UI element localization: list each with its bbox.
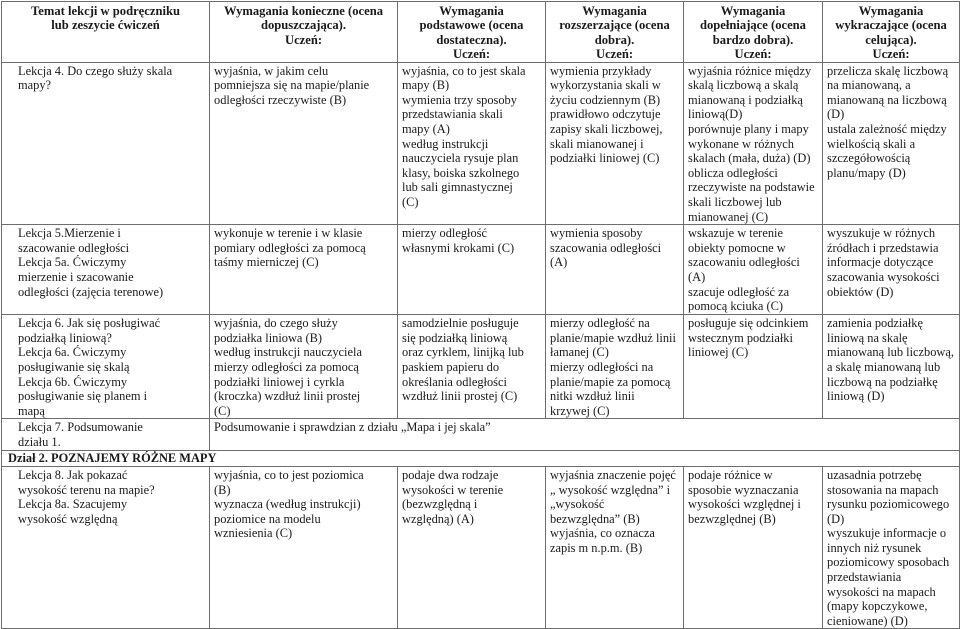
table-row — [2, 225, 960, 315]
requirement-cell: wyjaśnia, do czego służy podziałka liniowa (B) według instrukcji nauczyciela mierzy odległości za pomocą podziałki liniowej i cyrkla (kroczka) wzdłuż linii prostej (C) — [210, 315, 398, 419]
requirement-cell: podaje dwa rodzaje wysokości w terenie (bezwzględną i względną) (A) — [398, 466, 546, 629]
table-row — [2, 62, 960, 225]
requirements-table — [1, 1, 960, 629]
lesson-topic-cell: Lekcja 5.Mierzenie i szacowanie odległości Lekcja 5a. Ćwiczymy mierzenie i szacowanie odległości (zajęcia terenowe) — [2, 225, 210, 315]
requirement-cell: wyjaśnia różnice między skalą liczbową a skalą mianowaną i podziałką liniową(D) porównuje plany i mapy wykonane w różnych skalach (mała, duża) (D) oblicza odległości rzeczywiste na podstawie skali liczbowej lub mianowanej (C) — [684, 62, 823, 225]
lesson-topic-cell: Lekcja 7. Podsumowanie działu 1. — [2, 419, 210, 451]
table-row — [2, 315, 960, 419]
requirement-cell: mierzy odległość na planie/mapie wzdłuż linii łamanej (C) mierzy odległości na planie/mapie za pomocą nitki wzdłuż linii krzywej (C) — [546, 315, 684, 419]
section-title: Dział 2. POZNAJEMY RÓŻNE MAPY — [2, 451, 960, 467]
table-row — [2, 466, 960, 629]
requirement-cell: wskazuje w terenie obiekty pomocne w szacowaniu odległości (A) szacuje odległość za pomocą kciuka (C) — [684, 225, 823, 315]
requirement-cell: wyjaśnia znaczenie pojęć „ wysokość względna” i „wysokość bezwzględna” (B) wyjaśnia, co oznacza zapis m n.p.m. (B) — [546, 466, 684, 629]
header-wykraczajace: Wymagania wykraczające (ocena celująca). Uczeń: — [823, 2, 960, 63]
header-konieczne: Wymagania konieczne (ocena dopuszczająca). Uczeń: — [210, 2, 398, 63]
lesson-topic-cell: Lekcja 6. Jak się posługiwać podziałką liniową? Lekcja 6a. Ćwiczymy posługiwanie się skalą Lekcja 6b. Ćwiczymy posługiwanie się planem i mapą — [2, 315, 210, 419]
requirement-cell: zamienia podziałkę liniową na skalę mianowaną lub liczbową, a skalę mianowaną lub liczbową na podziałkę liniową (D) — [823, 315, 960, 419]
table-row — [2, 419, 960, 451]
requirement-cell: wyszukuje w różnych źródłach i przedstawia informacje dotyczące szacowania wysokości obiektów (D) — [823, 225, 960, 315]
lesson-topic-cell: Lekcja 4. Do czego służy skala mapy? — [2, 62, 210, 225]
summary-cell: Podsumowanie i sprawdzian z działu „Mapa i jej skala” — [210, 419, 960, 451]
requirement-cell: posługuje się odcinkiem wstecznym podziałki liniowej (C) — [684, 315, 823, 419]
requirement-cell: wymienia przykłady wykorzystania skali w życiu codziennym (B) prawidłowo odczytuje zapisy skali liczbowej, skali mianowanej i podziałki liniowej (C) — [546, 62, 684, 225]
requirement-cell: podaje różnice w sposobie wyznaczania wysokości względnej i bezwzględnej (B) — [684, 466, 823, 629]
header-dopelniajace: Wymagania dopełniające (ocena bardzo dobra). Uczeń: — [684, 2, 823, 63]
requirement-cell: wymienia sposoby szacowania odległości (A) — [546, 225, 684, 315]
requirement-cell: wyjaśnia, co to jest poziomica (B) wyznacza (według instrukcji) poziomice na modelu wzniesienia (C) — [210, 466, 398, 629]
requirement-cell: wykonuje w terenie i w klasie pomiary odległości za pomocą taśmy mierniczej (C) — [210, 225, 398, 315]
requirement-cell: uzasadnia potrzebę stosowania na mapach rysunku poziomicowego (D) wyszukuje informacje o innych niż rysunek poziomicowy sposobach przedstawiania wysokości na mapach (mapy kopczykowe, cieniowane) (D) — [823, 466, 960, 629]
header-rozszerzajace: Wymagania rozszerzające (ocena dobra). Uczeń: — [546, 2, 684, 63]
requirement-cell: przelicza skalę liczbową na mianowaną, a mianowaną na liczbową (D) ustala zależność między wielkością skali a szczegółowością planu/mapy (D) — [823, 62, 960, 225]
requirement-cell: wyjaśnia, w jakim celu pomniejsza się na mapie/planie odległości rzeczywiste (B) — [210, 62, 398, 225]
lesson-topic-cell: Lekcja 8. Jak pokazać wysokość terenu na mapie? Lekcja 8a. Szacujemy wysokość względną — [2, 466, 210, 629]
requirement-cell: samodzielnie posługuje się podziałką liniową oraz cyrklem, linijką lub paskiem papieru do określania odległości wzdłuż linii prostej (C) — [398, 315, 546, 419]
section-row — [2, 451, 960, 467]
header-row — [2, 2, 960, 63]
requirement-cell: wyjaśnia, co to jest skala mapy (B) wymienia trzy sposoby przedstawiania skali mapy (A) według instrukcji nauczyciela rysuje plan klasy, boiska szkolnego lub sali gimnastycznej (C) — [398, 62, 546, 225]
requirement-cell: mierzy odległość własnymi krokami (C) — [398, 225, 546, 315]
header-topic: Temat lekcji w podręczniku lub zeszycie ćwiczeń — [2, 2, 210, 63]
header-podstawowe: Wymagania podstawowe (ocena dostateczna). Uczeń: — [398, 2, 546, 63]
